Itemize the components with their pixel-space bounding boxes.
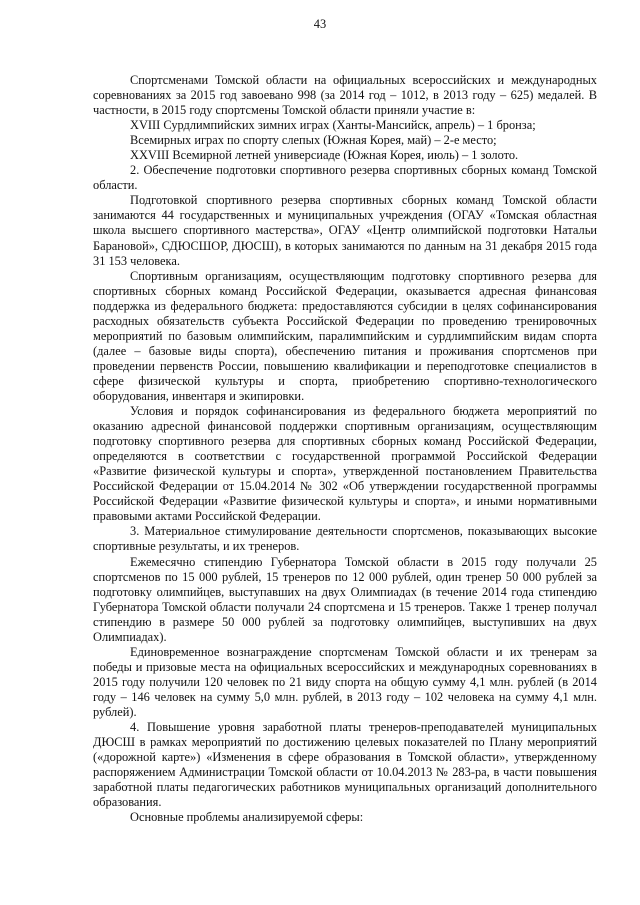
paragraph-medals: Спортсменами Томской области на официальных всероссийских и международных соревнованиях за 2015 год завоевано 998 (за 2014 год – 1012, в 2013 году – 625) медалей. В частности, в 2015 году спортсмены Томской области приняли участие в:: [93, 73, 597, 118]
paragraph-blind-games: Всемирных играх по спорту слепых (Южная Корея, май) – 2-е место;: [130, 133, 497, 148]
paragraph-stipends: Ежемесячно стипендию Губернатора Томской области в 2015 году получали 25 спортсменов по 15 000 рублей, 15 тренеров по 12 000 рублей, один тренер 50 000 рублей за подготовку олимпийцев, выступавших на двух Олимпиадах (в течение 2014 года стипендию Губернатора Томской области получали 24 спортсмена и 15 тренеров. Также 1 тренер получал стипендию в размере 50 000 рублей за подготовку олимпийцев, выступивших на двух Олимпиадах).: [93, 554, 597, 644]
paragraph-item-3: 3. Материальное стимулирование деятельности спортсменов, показывающих высокие спортивные результаты, и их тренеров.: [93, 524, 597, 554]
paragraph-federal-support: Спортивным организациям, осуществляющим подготовку спортивного резерва для спортивных сборных команд Российской Федерации, оказывается адресная финансовая поддержка из федерального бюджета: предоставляются субсидии в целях софинансирования расходных обязательств субъекта Российской Федерации по проведению тренировочных мероприятий по базовым олимпийским, паралимпийским и сурдлимпийским видам спорта (далее – базовые виды спорта), обеспечению питания и проживания спортсменов при проведении первенств России, повышению квалификации и переподготовке специалистов в сфере физической культуры и спорта, приобретению спортивно-технологического оборудования, инвентаря и экипировки.: [93, 268, 597, 403]
body-text: [93, 73, 597, 825]
paragraph-item-2: 2. Обеспечение подготовки спортивного резерва спортивных сборных команд Томской области.: [93, 163, 597, 193]
paragraph-item-4: 4. Повышение уровня заработной платы тренеров-преподавателей муниципальных ДЮСШ в рамках мероприятий по достижению целевых показателей по Плану мероприятий («дорожной карте») «Изменения в сфере образования в Томской области», утвержденному распоряжением Администрации Томской области от 10.04.2013 № 283-ра, в части повышения заработной платы педагогических работников муниципальных организаций дополнительного образования.: [93, 720, 597, 810]
page-number: 43: [313, 17, 327, 31]
paragraph-deaflympics: XVIII Сурдлимпийских зимних играх (Ханты-Мансийск, апрель) – 1 бронза;: [130, 118, 536, 133]
paragraph-rewards: Единовременное вознаграждение спортсменам Томской области и их тренерам за победы и призовые места на официальных всероссийских и международных соревнованиях в 2015 году получили 120 человек по 21 виду спорта на общую сумму 4,1 млн. рублей (в 2014 году – 146 человек на сумму 5,0 млн. рублей, в 2013 году – 102 человека на сумму 4,1 млн. рублей).: [93, 644, 597, 719]
paragraph-universiade: XXVIII Всемирной летней универсиаде (Южная Корея, июль) – 1 золото.: [130, 148, 519, 163]
paragraph-problems: Основные проблемы анализируемой сферы:: [130, 810, 364, 825]
paragraph-institutions: Подготовкой спортивного резерва спортивных сборных команд Томской области занимаются 44 государственных и муниципальных учреждения (ОГАУ «Томская областная школа высшего спортивного мастерства», ОГАУ «Центр олимпийской подготовки Натальи Барановой», СДЮСШОР, ДЮСШ), в которых занимаются по данным на 31 декабря 2015 года 31 153 человека.: [93, 193, 597, 268]
paragraph-cofinancing: Условия и порядок софинансирования из федерального бюджета мероприятий по оказанию адресной финансовой поддержки спортивным организациям, осуществляющим подготовку спортивного резерва для спортивных сборных команд Российской Федерации, определяются в соответствии с государственной программой Российской Федерации «Развитие физической культуры и спорта», утвержденной постановлением Правительства Российской Федерации от 15.04.2014 № 302 «Об утверждении государственной программы Российской Федерации «Развитие физической культуры и спорта», и иными нормативными правовыми актами Российской Федерации.: [93, 404, 597, 524]
